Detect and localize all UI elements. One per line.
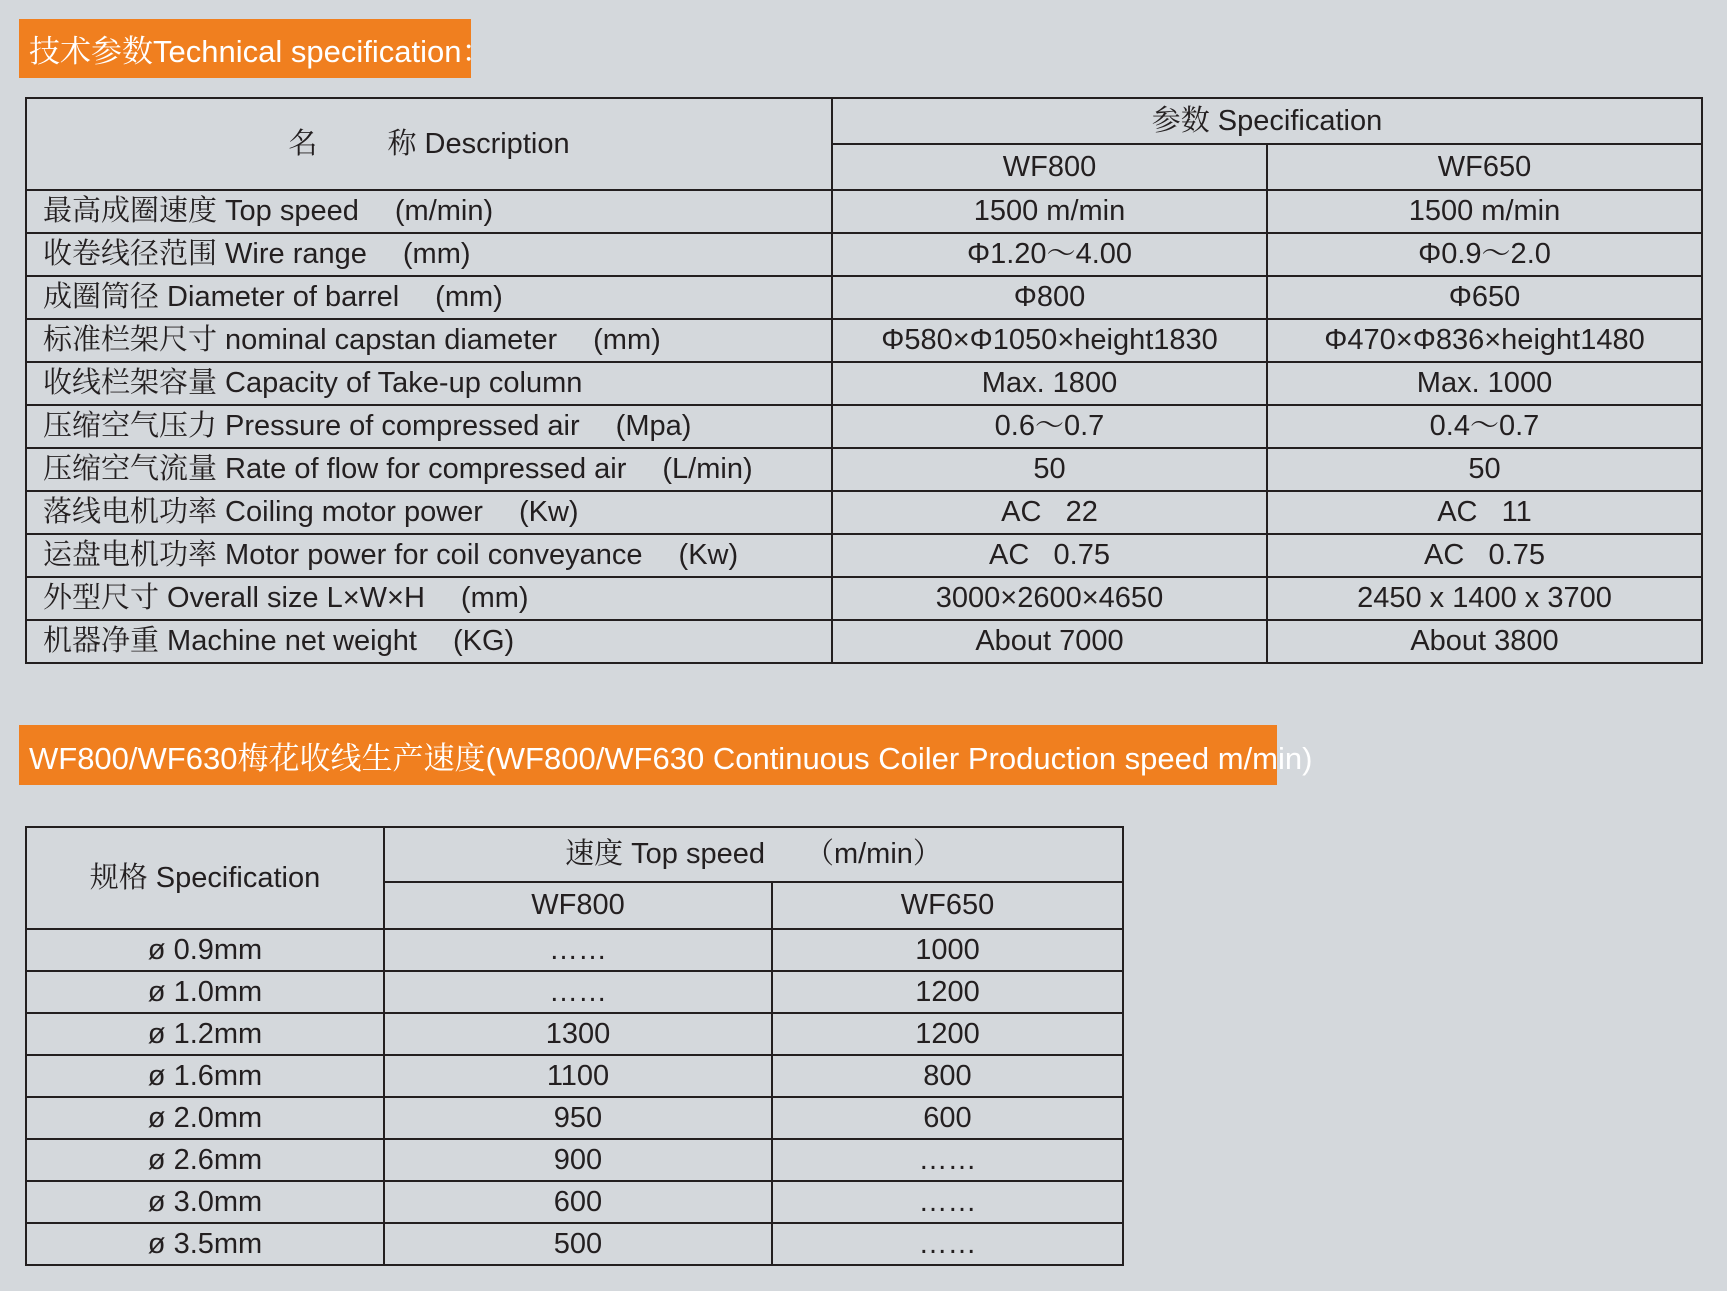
speed-value-wf650: 1200 (772, 1013, 1123, 1055)
speed-row (26, 971, 1123, 1013)
spec-row (26, 448, 1702, 491)
spec-value-wf650: Φ650 (1267, 276, 1702, 319)
speed-row-spec: ø 3.5mm (26, 1223, 384, 1265)
production-speed-title (19, 725, 1313, 785)
spec-value-wf650: Φ0.9～2.0 (1267, 233, 1702, 276)
spec-row (26, 491, 1702, 534)
spec-row (26, 405, 1702, 448)
speed-value-wf650: …… (772, 1223, 1123, 1265)
spec-table-header-row (26, 98, 1702, 144)
model-header-wf650: WF650 (1267, 144, 1702, 190)
spec-row (26, 233, 1702, 276)
spec-row (26, 577, 1702, 620)
speed-row (26, 929, 1123, 971)
spec-row-name-text: 最高成圈速度 Top speed (43, 195, 359, 227)
spec-value-wf800: 50 (832, 448, 1267, 491)
specification-header: 参数 Specification (832, 98, 1702, 144)
spec-row-name-text: 标准栏架尺寸 nominal capstan diameter (43, 324, 558, 356)
speed-value-wf800: …… (384, 971, 772, 1013)
speed-value-wf650: …… (772, 1139, 1123, 1181)
spec-row-unit: (mm) (460, 582, 529, 614)
description-header-cn-2: 称 (387, 127, 417, 160)
speed-value-wf650: 600 (772, 1097, 1123, 1139)
spec-row-name (26, 362, 832, 405)
spec-row-name-text: 收卷线径范围 Wire range (43, 238, 367, 270)
speed-value-wf800: 950 (384, 1097, 772, 1139)
spec-value-wf800: 1500 m/min (832, 190, 1267, 233)
spec-row-name (26, 448, 832, 491)
speed-value-wf800: 1100 (384, 1055, 772, 1097)
spec-row-name-text: 成圈筒径 Diameter of barrel (43, 281, 400, 313)
spec-row (26, 362, 1702, 405)
spec-row-name (26, 534, 832, 577)
technical-specification-title (19, 19, 493, 78)
spec-row (26, 276, 1702, 319)
spec-row-unit: (mm) (402, 238, 471, 270)
spec-row-unit: (mm) (435, 281, 503, 313)
spec-row-name-text: 运盘电机功率 Motor power for coil conveyance (43, 539, 643, 571)
spec-row (26, 319, 1702, 362)
technical-specification-table (25, 97, 1703, 664)
speed-row (26, 1139, 1123, 1181)
speed-row (26, 1097, 1123, 1139)
speed-model-header-wf800: WF800 (384, 882, 772, 929)
speed-row-spec: ø 1.2mm (26, 1013, 384, 1055)
speed-value-wf800: 900 (384, 1139, 772, 1181)
speed-value-wf650: …… (772, 1181, 1123, 1223)
technical-specification-title-text: 技术参数Technical specification： (29, 34, 493, 69)
spec-row-unit: (Kw) (518, 496, 579, 528)
spec-value-wf650: 1500 m/min (1267, 190, 1702, 233)
spec-row-name-text: 收线栏架容量 Capacity of Take-up column (43, 367, 583, 399)
spec-row-name (26, 233, 832, 276)
spec-value-wf800: About 7000 (832, 620, 1267, 663)
spec-value-wf650: About 3800 (1267, 620, 1702, 663)
spec-value-wf650: 50 (1267, 448, 1702, 491)
spec-row-name (26, 190, 832, 233)
spec-row-name-text: 压缩空气流量 Rate of flow for compressed air (43, 453, 627, 485)
speed-value-wf650: 1000 (772, 929, 1123, 971)
description-header-en: Description (424, 127, 570, 160)
spec-row-unit: (L/min) (662, 453, 753, 485)
speed-row-spec: ø 1.6mm (26, 1055, 384, 1097)
spec-value-wf650: AC 0.75 (1267, 534, 1702, 577)
speed-value-wf800: …… (384, 929, 772, 971)
spec-value-wf800: Φ580×Φ1050×height1830 (832, 319, 1267, 362)
production-speed-title-text: WF800/WF630梅花收线生产速度(WF800/WF630 Continuous Coiler Production speed m/min) (29, 740, 1313, 776)
model-header-wf800: WF800 (832, 144, 1267, 190)
spec-value-wf800: AC 0.75 (832, 534, 1267, 577)
spec-value-wf800: Max. 1800 (832, 362, 1267, 405)
spec-row-unit: (Kw) (678, 539, 739, 571)
top-speed-header-unit: （m/min） (804, 838, 942, 870)
specification-column-header: 规格 Specification (26, 827, 384, 929)
spec-value-wf800: AC 22 (832, 491, 1267, 534)
spec-row-name-text: 机器净重 Machine net weight (43, 625, 417, 657)
speed-value-wf800: 500 (384, 1223, 772, 1265)
spec-row-name (26, 405, 832, 448)
speed-row (26, 1223, 1123, 1265)
spec-row-name (26, 319, 832, 362)
speed-row-spec: ø 2.6mm (26, 1139, 384, 1181)
spec-value-wf800: Φ800 (832, 276, 1267, 319)
speed-row-spec: ø 1.0mm (26, 971, 384, 1013)
spec-row (26, 620, 1702, 663)
spec-row-name (26, 276, 832, 319)
spec-row-unit: (Mpa) (615, 410, 692, 442)
speed-value-wf650: 800 (772, 1055, 1123, 1097)
production-speed-table (25, 826, 1124, 1266)
speed-row (26, 1181, 1123, 1223)
speed-row (26, 1055, 1123, 1097)
spec-value-wf650: 0.4～0.7 (1267, 405, 1702, 448)
description-header-cn-1: 名 (288, 127, 318, 160)
spec-row (26, 190, 1702, 233)
spec-value-wf650: AC 11 (1267, 491, 1702, 534)
spec-value-wf800: 3000×2600×4650 (832, 577, 1267, 620)
spec-row-unit: (mm) (593, 324, 661, 356)
spec-value-wf650: Φ470×Φ836×height1480 (1267, 319, 1702, 362)
spec-value-wf650: 2450 x 1400 x 3700 (1267, 577, 1702, 620)
spec-row-name-text: 外型尺寸 Overall size L×W×H (43, 582, 425, 614)
spec-row-name-text: 压缩空气压力 Pressure of compressed air (43, 410, 580, 442)
spec-value-wf800: 0.6～0.7 (832, 405, 1267, 448)
speed-row-spec: ø 2.0mm (26, 1097, 384, 1139)
spec-row (26, 534, 1702, 577)
speed-model-header-wf650: WF650 (772, 882, 1123, 929)
spec-row-name-text: 落线电机功率 Coiling motor power (43, 496, 483, 528)
spec-row-unit: (m/min) (394, 195, 494, 227)
speed-row-spec: ø 0.9mm (26, 929, 384, 971)
top-speed-header (384, 827, 1123, 882)
speed-table-header-row (26, 827, 1123, 882)
spec-row-unit: (KG) (452, 625, 515, 657)
speed-value-wf800: 1300 (384, 1013, 772, 1055)
speed-row-spec: ø 3.0mm (26, 1181, 384, 1223)
spec-row-name (26, 577, 832, 620)
top-speed-header-label: 速度 Top speed (565, 838, 765, 870)
speed-value-wf650: 1200 (772, 971, 1123, 1013)
speed-value-wf800: 600 (384, 1181, 772, 1223)
spec-value-wf650: Max. 1000 (1267, 362, 1702, 405)
spec-value-wf800: Φ1.20～4.00 (832, 233, 1267, 276)
spec-row-name (26, 491, 832, 534)
spec-row-name (26, 620, 832, 663)
speed-row (26, 1013, 1123, 1055)
description-header (26, 98, 832, 190)
